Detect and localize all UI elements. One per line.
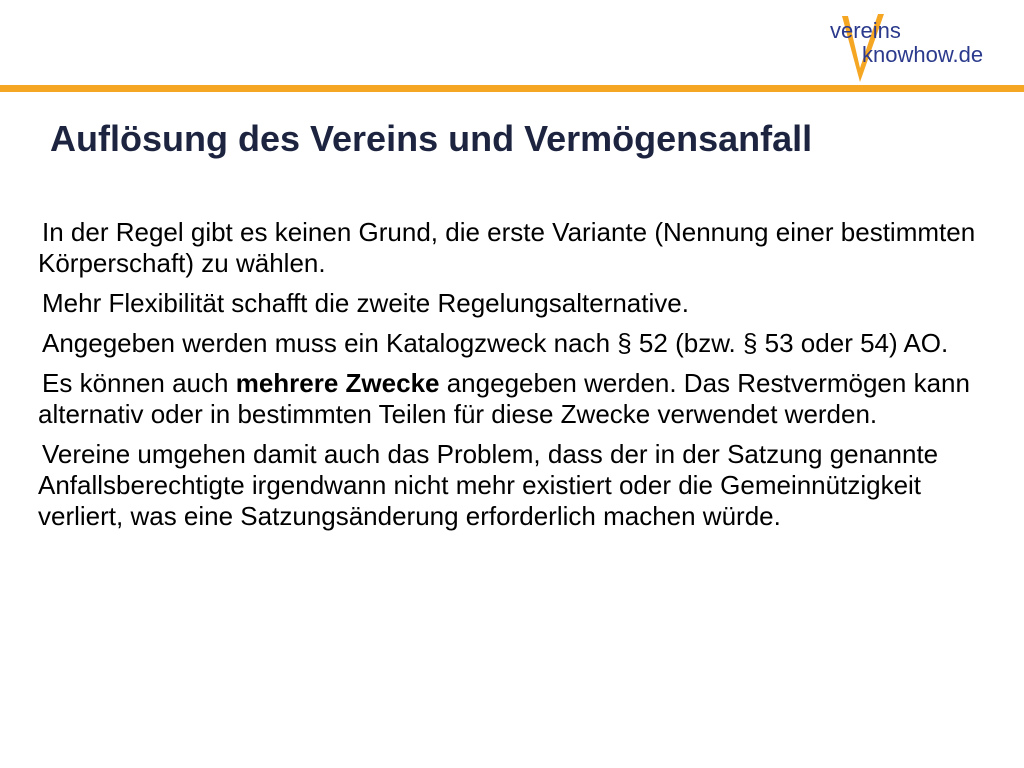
paragraph-4-end: angegeben werden. Das Restvermögen kann alternativ oder in bestimmten Teilen für diese Zwecke verwendet werden. (38, 368, 970, 429)
paragraph-4 (38, 368, 998, 430)
paragraph-4-emphasis: mehrere Zwecke (235, 368, 440, 398)
paragraph-3: Angegeben werden muss ein Katalogzweck nach § 52 (bzw. § 53 oder 54) AO. (42, 328, 949, 358)
slide-title: Auflösung des Vereins und Vermögensanfall (50, 118, 813, 159)
accent-bar (0, 85, 1024, 92)
paragraph-5: Vereine umgehen damit auch das Problem, dass der in der Satzung genannte Anfallsberechtigte irgendwann nicht mehr existiert oder die Gemeinnützigkeit verliert, was eine Satzungsänderung erforderlich machen würde. (38, 439, 939, 531)
logo-graphic (826, 6, 1006, 86)
paragraph-2: Mehr Flexibilität schafft die zweite Regelungsalternative. (42, 288, 689, 318)
paragraph-1: In der Regel gibt es keinen Grund, die erste Variante (Nennung einer bestimmten Körperschaft) zu wählen. (38, 217, 976, 278)
vereinsknowhow-logo (826, 6, 1006, 86)
logo-text-vereins: vereins (830, 18, 901, 43)
slide-body (38, 217, 998, 541)
logo-text-knowhow: knowhow.de (862, 42, 984, 67)
paragraph-4-start: Es können auch (42, 368, 236, 398)
